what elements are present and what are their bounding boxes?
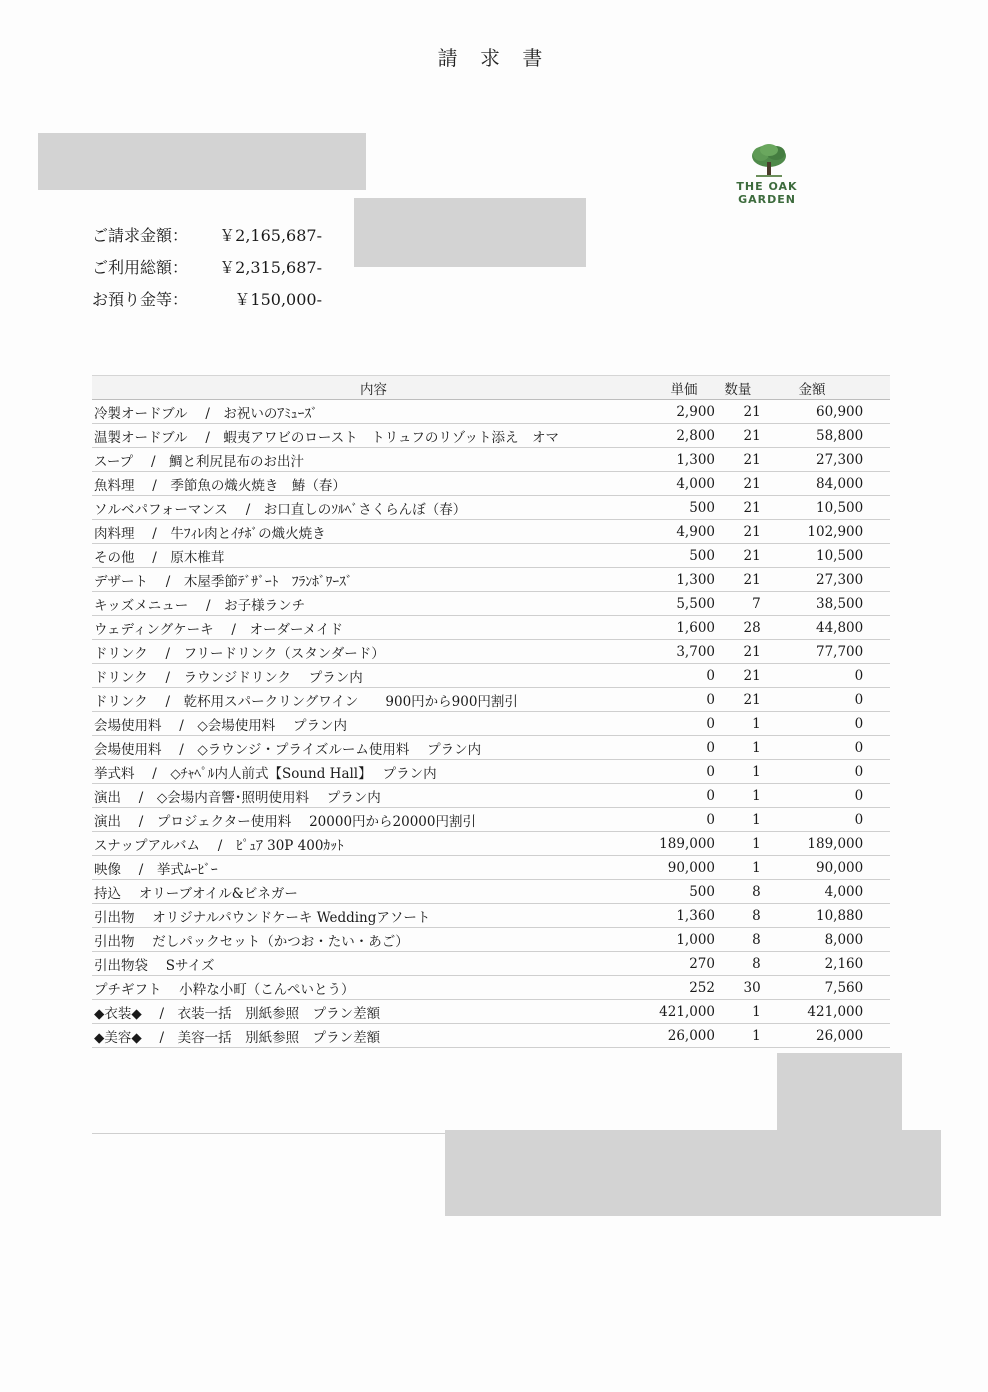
row-spacer bbox=[863, 448, 890, 472]
item-description: ドリンク / ラウンジドリンク プラン内 bbox=[92, 664, 653, 688]
item-description: スープ / 鯛と利尻昆布のお出汁 bbox=[92, 448, 653, 472]
summary-billing-amount bbox=[92, 220, 322, 252]
item-description: ◆衣装◆ / 衣装一括 別紙参照 プラン差額 bbox=[92, 1000, 653, 1024]
item-description: ソルベパフォーマンス / お口直しのｿﾙﾍﾞさくらんぼ（春） bbox=[92, 496, 653, 520]
summary-total-usage bbox=[92, 252, 322, 284]
item-unit-price: 1,000 bbox=[653, 928, 715, 952]
redacted-recipient-block bbox=[38, 133, 366, 190]
row-spacer bbox=[863, 736, 890, 760]
item-amount: 27,300 bbox=[761, 448, 864, 472]
item-quantity: 21 bbox=[715, 472, 761, 496]
item-amount: 26,000 bbox=[761, 1024, 864, 1048]
table-row bbox=[92, 784, 890, 808]
item-unit-price: 1,600 bbox=[653, 616, 715, 640]
item-unit-price: 500 bbox=[653, 496, 715, 520]
item-amount: 4,000 bbox=[761, 880, 864, 904]
logo-text: THE OAK GARDEN bbox=[736, 180, 798, 206]
table-row bbox=[92, 760, 890, 784]
table-header-row bbox=[92, 376, 890, 400]
oak-tree-icon bbox=[750, 144, 788, 178]
item-unit-price: 0 bbox=[653, 688, 715, 712]
item-unit-price: 4,900 bbox=[653, 520, 715, 544]
header-quantity: 数量 bbox=[715, 376, 761, 400]
row-spacer bbox=[863, 400, 890, 424]
item-description: 映像 / 挙式ﾑｰﾋﾞｰ bbox=[92, 856, 653, 880]
item-description: 引出物 オリジナルパウンドケーキ Weddingアソート bbox=[92, 904, 653, 928]
item-quantity: 1 bbox=[715, 760, 761, 784]
item-unit-price: 2,800 bbox=[653, 424, 715, 448]
item-description: プチギフト 小粋な小町（こんぺいとう） bbox=[92, 976, 653, 1000]
item-quantity: 21 bbox=[715, 400, 761, 424]
row-spacer bbox=[863, 664, 890, 688]
item-quantity: 21 bbox=[715, 640, 761, 664]
item-amount: 60,900 bbox=[761, 400, 864, 424]
item-amount: 10,500 bbox=[761, 544, 864, 568]
table-row bbox=[92, 592, 890, 616]
item-amount: 0 bbox=[761, 736, 864, 760]
table-row bbox=[92, 904, 890, 928]
item-description: ドリンク / フリードリンク（スタンダード） bbox=[92, 640, 653, 664]
item-description: キッズメニュー / お子様ランチ bbox=[92, 592, 653, 616]
summary-value: ￥2,165,687- bbox=[219, 226, 322, 245]
item-quantity: 1 bbox=[715, 784, 761, 808]
row-spacer bbox=[863, 952, 890, 976]
item-description: 魚料理 / 季節魚の熾火焼き 鰆（春） bbox=[92, 472, 653, 496]
item-amount: 10,880 bbox=[761, 904, 864, 928]
item-description: 会場使用料 / ◇ラウンジ・プライズルーム使用料 プラン内 bbox=[92, 736, 653, 760]
table-row bbox=[92, 712, 890, 736]
page-title: 請 求 書 bbox=[437, 46, 551, 70]
header-unit-price: 単価 bbox=[653, 376, 715, 400]
item-description: ◆美容◆ / 美容一括 別紙参照 プラン差額 bbox=[92, 1024, 653, 1048]
item-amount: 77,700 bbox=[761, 640, 864, 664]
table-row bbox=[92, 664, 890, 688]
row-spacer bbox=[863, 880, 890, 904]
item-quantity: 1 bbox=[715, 736, 761, 760]
item-description: 演出 / プロジェクター使用料 20000円から20000円割引 bbox=[92, 808, 653, 832]
item-description: 会場使用料 / ◇会場使用料 プラン内 bbox=[92, 712, 653, 736]
invoice-items-table bbox=[92, 375, 890, 1048]
item-amount: 0 bbox=[761, 784, 864, 808]
table-row bbox=[92, 568, 890, 592]
item-description: 引出物 だしパックセット（かつお・たい・あご） bbox=[92, 928, 653, 952]
item-unit-price: 1,300 bbox=[653, 448, 715, 472]
item-quantity: 21 bbox=[715, 664, 761, 688]
table-row bbox=[92, 808, 890, 832]
item-description: 持込 オリーブオイル&ビネガー bbox=[92, 880, 653, 904]
summary-value: ￥2,315,687- bbox=[219, 258, 322, 277]
item-amount: 0 bbox=[761, 664, 864, 688]
redacted-footer-block bbox=[445, 1130, 941, 1216]
item-quantity: 30 bbox=[715, 976, 761, 1000]
redacted-total-block bbox=[777, 1053, 902, 1131]
item-quantity: 21 bbox=[715, 520, 761, 544]
header-amount: 金額 bbox=[761, 376, 864, 400]
table-row bbox=[92, 496, 890, 520]
item-amount: 38,500 bbox=[761, 592, 864, 616]
item-unit-price: 1,360 bbox=[653, 904, 715, 928]
item-amount: 102,900 bbox=[761, 520, 864, 544]
item-quantity: 8 bbox=[715, 904, 761, 928]
header-spacer bbox=[863, 376, 890, 400]
item-unit-price: 4,000 bbox=[653, 472, 715, 496]
item-description: 引出物袋 Sサイズ bbox=[92, 952, 653, 976]
item-amount: 10,500 bbox=[761, 496, 864, 520]
row-spacer bbox=[863, 568, 890, 592]
item-amount: 189,000 bbox=[761, 832, 864, 856]
row-spacer bbox=[863, 856, 890, 880]
item-unit-price: 0 bbox=[653, 736, 715, 760]
item-unit-price: 0 bbox=[653, 664, 715, 688]
item-quantity: 28 bbox=[715, 616, 761, 640]
item-quantity: 21 bbox=[715, 544, 761, 568]
row-spacer bbox=[863, 1024, 890, 1048]
item-quantity: 21 bbox=[715, 424, 761, 448]
item-quantity: 1 bbox=[715, 832, 761, 856]
item-amount: 84,000 bbox=[761, 472, 864, 496]
item-description: 演出 / ◇会場内音響･照明使用料 プラン内 bbox=[92, 784, 653, 808]
summary-label: ご利用総額： bbox=[92, 258, 189, 277]
item-amount: 90,000 bbox=[761, 856, 864, 880]
item-description: ウェディングケーキ / オーダーメイド bbox=[92, 616, 653, 640]
table-row bbox=[92, 616, 890, 640]
item-amount: 0 bbox=[761, 760, 864, 784]
item-amount: 27,300 bbox=[761, 568, 864, 592]
table-row bbox=[92, 688, 890, 712]
header-description: 内容 bbox=[92, 376, 653, 400]
item-unit-price: 500 bbox=[653, 880, 715, 904]
company-logo bbox=[706, 140, 828, 206]
item-amount: 44,800 bbox=[761, 616, 864, 640]
item-description: その他 / 原木椎茸 bbox=[92, 544, 653, 568]
item-description: 冷製オードブル / お祝いのｱﾐｭｰｽﾞ bbox=[92, 400, 653, 424]
item-description: スナップアルバム / ﾋﾟｭｱ 30P 400ｶｯﾄ bbox=[92, 832, 653, 856]
item-unit-price: 0 bbox=[653, 784, 715, 808]
item-quantity: 8 bbox=[715, 952, 761, 976]
item-amount: 58,800 bbox=[761, 424, 864, 448]
item-amount: 2,160 bbox=[761, 952, 864, 976]
redacted-name-block bbox=[354, 198, 586, 267]
item-quantity: 21 bbox=[715, 568, 761, 592]
row-spacer bbox=[863, 544, 890, 568]
item-unit-price: 0 bbox=[653, 808, 715, 832]
item-unit-price: 189,000 bbox=[653, 832, 715, 856]
row-spacer bbox=[863, 760, 890, 784]
item-amount: 8,000 bbox=[761, 928, 864, 952]
item-amount: 0 bbox=[761, 808, 864, 832]
summary-label: お預り金等： bbox=[92, 290, 189, 309]
row-spacer bbox=[863, 472, 890, 496]
item-unit-price: 5,500 bbox=[653, 592, 715, 616]
item-quantity: 7 bbox=[715, 592, 761, 616]
table-row bbox=[92, 952, 890, 976]
table-row bbox=[92, 736, 890, 760]
item-amount: 0 bbox=[761, 712, 864, 736]
item-description: 肉料理 / 牛ﾌｨﾚ肉とｲﾁﾎﾞの熾火焼き bbox=[92, 520, 653, 544]
table-row bbox=[92, 424, 890, 448]
row-spacer bbox=[863, 640, 890, 664]
item-unit-price: 2,900 bbox=[653, 400, 715, 424]
row-spacer bbox=[863, 424, 890, 448]
item-unit-price: 3,700 bbox=[653, 640, 715, 664]
item-unit-price: 0 bbox=[653, 712, 715, 736]
item-quantity: 21 bbox=[715, 448, 761, 472]
row-spacer bbox=[863, 616, 890, 640]
table-row bbox=[92, 520, 890, 544]
table-row bbox=[92, 856, 890, 880]
row-spacer bbox=[863, 712, 890, 736]
row-spacer bbox=[863, 784, 890, 808]
table-row bbox=[92, 544, 890, 568]
summary-label: ご請求金額： bbox=[92, 226, 189, 245]
summary-value: ￥150,000- bbox=[234, 290, 322, 309]
item-amount: 0 bbox=[761, 688, 864, 712]
item-description: デザート / 木屋季節ﾃﾞｻﾞｰﾄ ﾌﾗﾝﾎﾞﾜｰｽﾞ bbox=[92, 568, 653, 592]
item-description: ドリンク / 乾杯用スパークリングワイン 900円から900円割引 bbox=[92, 688, 653, 712]
table-row bbox=[92, 400, 890, 424]
table-row bbox=[92, 880, 890, 904]
item-description: 温製オードブル / 蝦夷アワビのロースト トリュフのリゾット添え オマ bbox=[92, 424, 653, 448]
table-row bbox=[92, 640, 890, 664]
item-unit-price: 421,000 bbox=[653, 1000, 715, 1024]
row-spacer bbox=[863, 832, 890, 856]
row-spacer bbox=[863, 904, 890, 928]
item-quantity: 1 bbox=[715, 1024, 761, 1048]
invoice-summary bbox=[92, 220, 322, 316]
item-unit-price: 270 bbox=[653, 952, 715, 976]
item-unit-price: 90,000 bbox=[653, 856, 715, 880]
summary-deposit bbox=[92, 284, 322, 316]
item-unit-price: 500 bbox=[653, 544, 715, 568]
item-unit-price: 26,000 bbox=[653, 1024, 715, 1048]
row-spacer bbox=[863, 496, 890, 520]
item-amount: 7,560 bbox=[761, 976, 864, 1000]
table-row bbox=[92, 976, 890, 1000]
row-spacer bbox=[863, 1000, 890, 1024]
table-row bbox=[92, 832, 890, 856]
table-row bbox=[92, 1024, 890, 1048]
item-quantity: 1 bbox=[715, 856, 761, 880]
row-spacer bbox=[863, 976, 890, 1000]
item-description: 挙式料 / ◇ﾁｬﾍﾟﾙ内人前式【Sound Hall】 プラン内 bbox=[92, 760, 653, 784]
item-unit-price: 0 bbox=[653, 760, 715, 784]
item-quantity: 1 bbox=[715, 808, 761, 832]
item-unit-price: 1,300 bbox=[653, 568, 715, 592]
item-quantity: 21 bbox=[715, 688, 761, 712]
row-spacer bbox=[863, 592, 890, 616]
table-row bbox=[92, 928, 890, 952]
item-quantity: 21 bbox=[715, 496, 761, 520]
item-quantity: 1 bbox=[715, 712, 761, 736]
item-quantity: 8 bbox=[715, 928, 761, 952]
item-amount: 421,000 bbox=[761, 1000, 864, 1024]
row-spacer bbox=[863, 688, 890, 712]
item-unit-price: 252 bbox=[653, 976, 715, 1000]
row-spacer bbox=[863, 928, 890, 952]
item-quantity: 1 bbox=[715, 1000, 761, 1024]
row-spacer bbox=[863, 520, 890, 544]
table-row bbox=[92, 472, 890, 496]
table-body bbox=[92, 400, 890, 1048]
row-spacer bbox=[863, 808, 890, 832]
table-row bbox=[92, 448, 890, 472]
table-row bbox=[92, 1000, 890, 1024]
item-quantity: 8 bbox=[715, 880, 761, 904]
